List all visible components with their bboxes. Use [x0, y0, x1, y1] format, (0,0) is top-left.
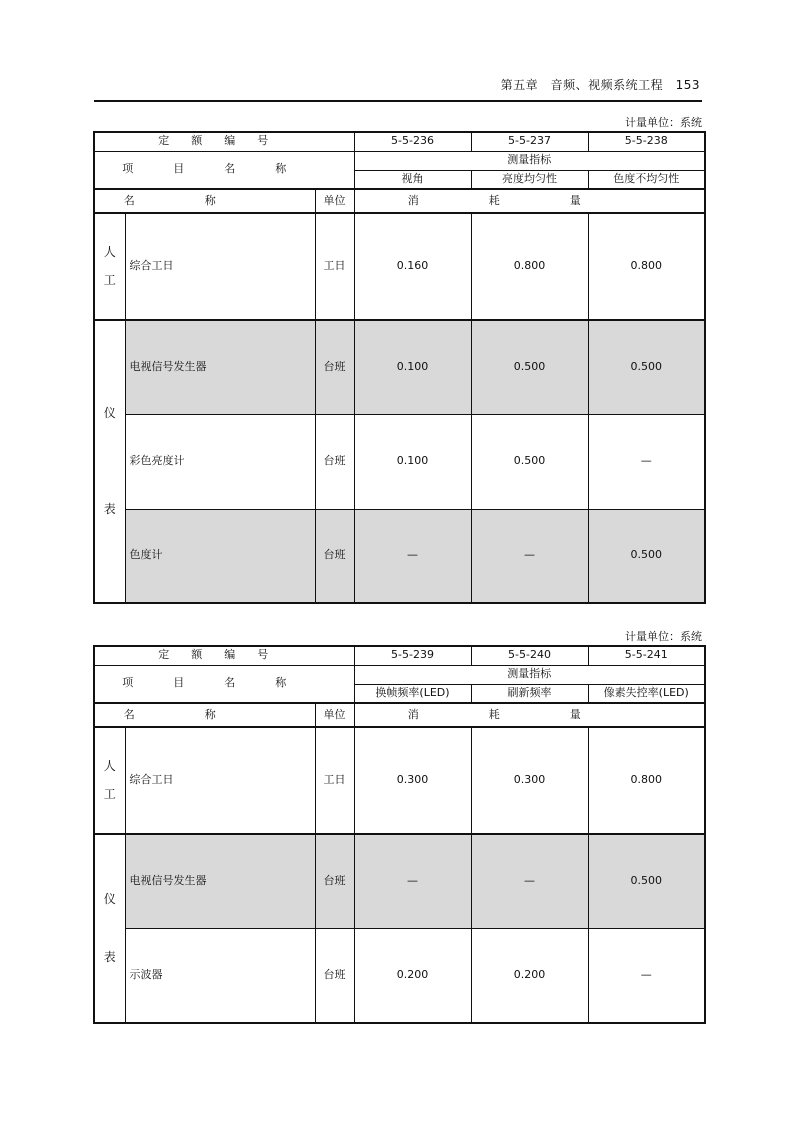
value-cell: 0.160	[354, 213, 471, 320]
code-label: 定额编号	[94, 646, 354, 665]
metric-cell: 视角	[354, 170, 471, 189]
metric-cell: 刷新频率	[471, 684, 588, 703]
item-unit: 台班	[315, 928, 354, 1023]
metric-label: 测量指标	[354, 665, 705, 684]
unit-column-label: 单位	[315, 703, 354, 727]
item-name: 色度计	[125, 509, 315, 603]
group-instruments: 仪 表	[94, 834, 125, 1023]
value-cell: 0.800	[471, 213, 588, 320]
measurement-unit-2: 计量单位：系统	[625, 630, 702, 643]
value-cell: 0.800	[588, 727, 705, 834]
value-cell: 0.300	[354, 727, 471, 834]
item-name-label: 项目名称	[94, 665, 354, 703]
value-cell: 0.500	[471, 320, 588, 414]
value-cell: 0.800	[588, 213, 705, 320]
value-cell: 0.500	[588, 320, 705, 414]
item-unit: 台班	[315, 414, 354, 509]
value-cell: 0.100	[354, 320, 471, 414]
item-unit: 工日	[315, 213, 354, 320]
metric-cell: 换帧频率(LED)	[354, 684, 471, 703]
code-cell: 5-5-236	[354, 132, 471, 151]
quota-table-2	[93, 645, 706, 1024]
item-name: 综合工日	[125, 727, 315, 834]
chapter-title: 第五章 音频、视频系统工程 153	[500, 78, 700, 92]
value-cell: —	[588, 414, 705, 509]
code-cell: 5-5-237	[471, 132, 588, 151]
code-label: 定额编号	[94, 132, 354, 151]
item-unit: 台班	[315, 509, 354, 603]
code-cell: 5-5-241	[588, 646, 705, 665]
code-cell: 5-5-239	[354, 646, 471, 665]
metric-cell: 亮度均匀性	[471, 170, 588, 189]
group-labor: 人 工	[94, 727, 125, 834]
metric-cell: 像素失控率(LED)	[588, 684, 705, 703]
value-cell: —	[354, 834, 471, 928]
value-cell: 0.200	[471, 928, 588, 1023]
consumption-label: 消耗量	[354, 189, 705, 213]
group-labor: 人 工	[94, 213, 125, 320]
code-cell: 5-5-238	[588, 132, 705, 151]
value-cell: 0.500	[471, 414, 588, 509]
unit-column-label: 单位	[315, 189, 354, 213]
page-header	[94, 72, 702, 102]
item-name: 示波器	[125, 928, 315, 1023]
value-cell: 0.200	[354, 928, 471, 1023]
value-cell: 0.100	[354, 414, 471, 509]
item-unit: 台班	[315, 320, 354, 414]
value-cell: —	[588, 928, 705, 1023]
item-unit: 台班	[315, 834, 354, 928]
value-cell: —	[354, 509, 471, 603]
name-column-label: 名称	[94, 189, 315, 213]
value-cell: —	[471, 509, 588, 603]
measurement-unit-1: 计量单位：系统	[625, 116, 702, 129]
metric-label: 测量指标	[354, 151, 705, 170]
consumption-label: 消耗量	[354, 703, 705, 727]
name-column-label: 名称	[94, 703, 315, 727]
value-cell: 0.500	[588, 509, 705, 603]
value-cell: —	[471, 834, 588, 928]
item-name: 电视信号发生器	[125, 320, 315, 414]
code-cell: 5-5-240	[471, 646, 588, 665]
item-name: 电视信号发生器	[125, 834, 315, 928]
item-unit: 工日	[315, 727, 354, 834]
metric-cell: 色度不均匀性	[588, 170, 705, 189]
value-cell: 0.300	[471, 727, 588, 834]
value-cell: 0.500	[588, 834, 705, 928]
item-name: 彩色亮度计	[125, 414, 315, 509]
item-name: 综合工日	[125, 213, 315, 320]
group-instruments: 仪 表	[94, 320, 125, 603]
item-name-label: 项目名称	[94, 151, 354, 189]
quota-table-1	[93, 131, 706, 604]
